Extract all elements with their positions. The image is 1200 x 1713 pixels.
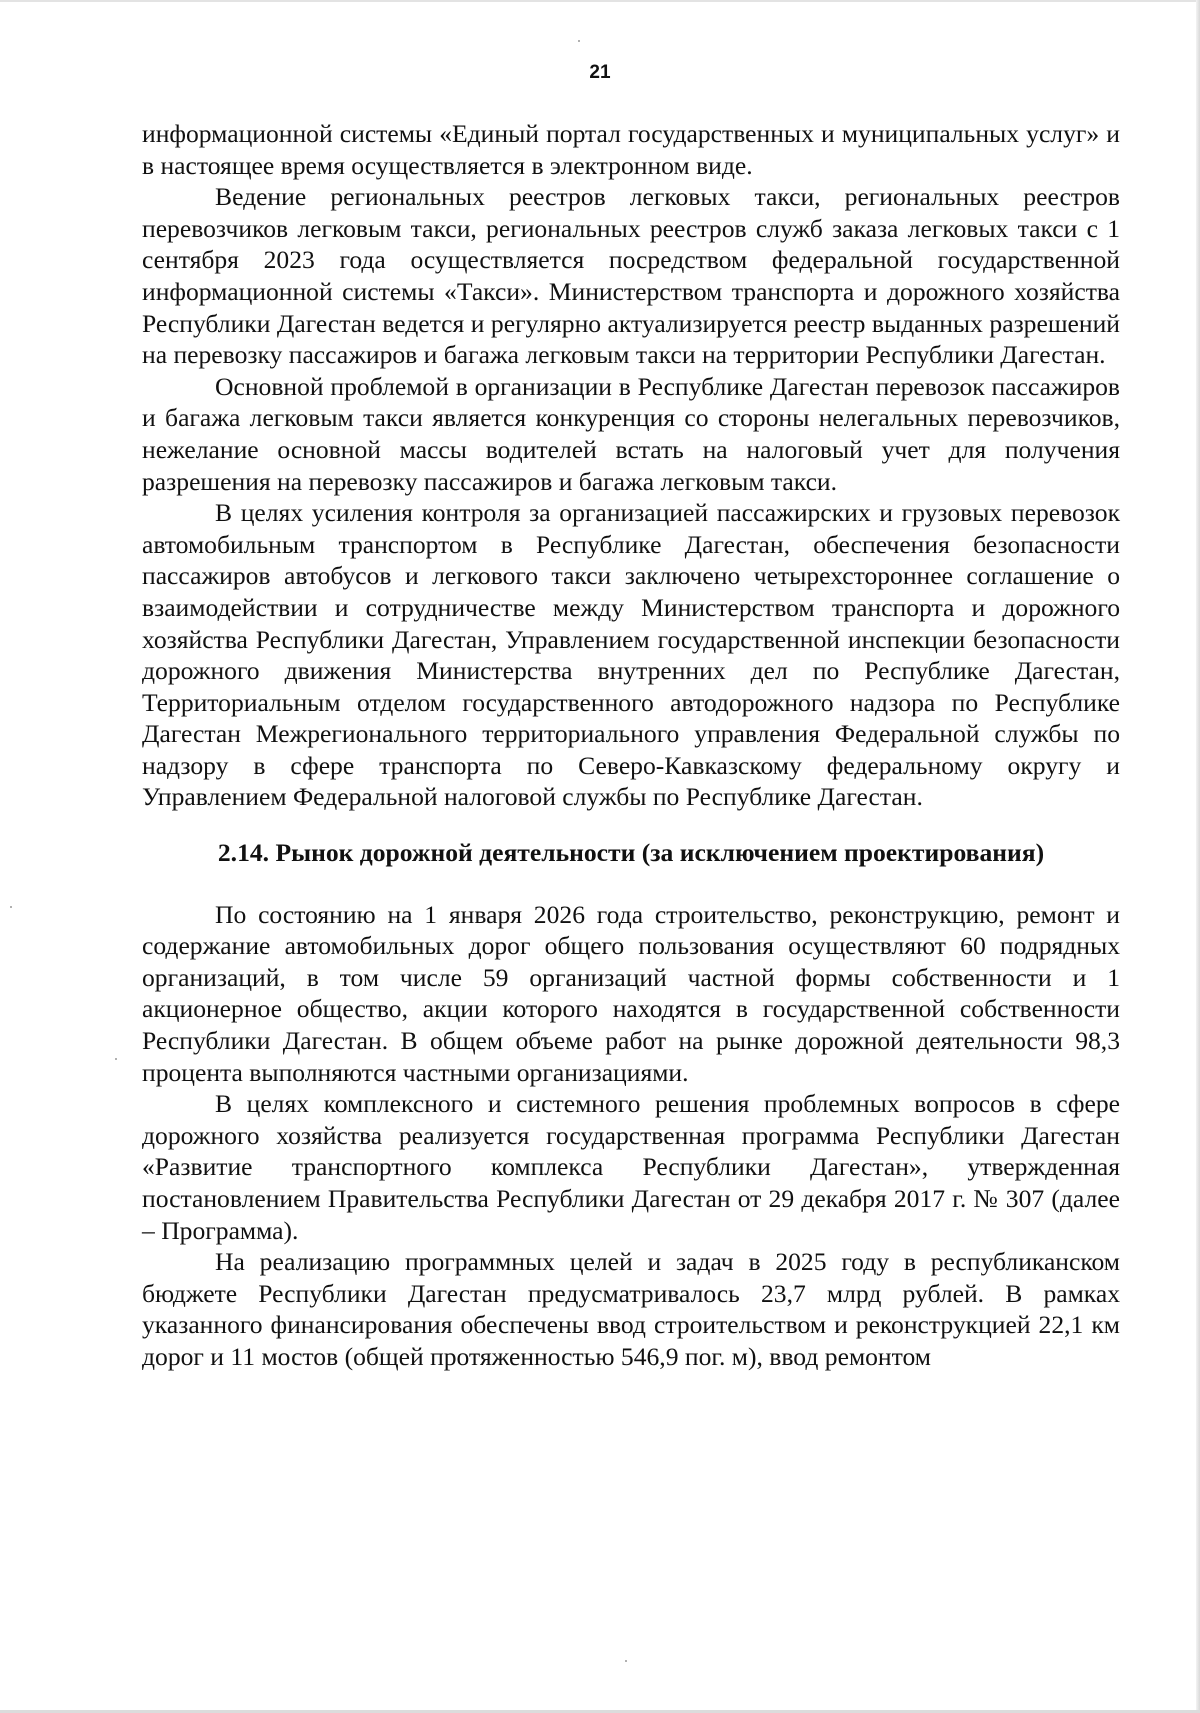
scan-speck	[115, 1058, 117, 1060]
paragraph: Ведение региональных реестров легковых такси, региональных реестров перевозчиков легковым такси, региональных реестров служб заказа легковых такси с 1 сентября 2023 года осуществляется посредством федеральной государственной информационной системы «Такси». Министерством транспорта и дорожного хозяйства Республики Дагестан ведется и регулярно актуализируется реестр выданных разрешений на перевозку пассажиров и багажа легковым такси на территории Республики Дагестан.	[142, 182, 1120, 370]
paragraph: По состоянию на 1 января 2026 года строительство, реконструкцию, ремонт и содержание автомобильных дорог общего пользования осуществляют 60 подрядных организаций, в том числе 59 организаций частной формы собственности и 1 акционерное общество, акции которого находятся в государственной собственности Республики Дагестан. В общем объеме работ на рынке дорожной деятельности 98,3 процента выполняются частными организациями.	[142, 899, 1120, 1087]
scan-speck	[578, 40, 580, 42]
page-number: 21	[589, 62, 611, 83]
scan-speck	[625, 1660, 627, 1662]
section-heading: 2.14. Рынок дорожной деятельности (за исключением проектирования)	[217, 838, 1045, 868]
paragraph: На реализацию программных целей и задач в 2025 году в республиканском бюджете Республики Дагестан предусматривалось 23,7 млрд рублей. В рамках указанного финансирования обеспечены ввод строительством и реконструкцией 22,1 км дорог и 11 мостов (общей протяженностью 546,9 пог. м), ввод ремонтом	[142, 1247, 1120, 1371]
body-text	[142, 118, 1120, 1373]
paragraph: Основной проблемой в организации в Республике Дагестан перевозок пассажиров и багажа легковым такси является конкуренция со стороны нелегальных перевозчиков, нежелание основной массы водителей встать на налоговый учет для получения разрешения на перевозку пассажиров и багажа легковым такси.	[142, 371, 1120, 496]
scan-edge-right	[1196, 0, 1200, 1713]
paragraph: В целях усиления контроля за организацией пассажирских и грузовых перевозок автомобильным транспортом в Республике Дагестан, обеспечения безопасности пассажиров автобусов и легкового такси заключено четырехстороннее соглашение о взаимодействии и сотрудничестве между Министерством транспорта и дорожного хозяйства Республики Дагестан, Управлением государственной инспекции безопасности дорожного движения Министерства внутренних дел по Республике Дагестан, Территориальным отделом государственного автодорожного надзора по Республике Дагестан Межрегионального территориального управления Федеральной службы по надзору в сфере транспорта по Северо-Кавказскому федеральному округу и Управлением Федеральной налоговой службы по Республике Дагестан.	[142, 498, 1120, 812]
scan-edge-top	[0, 0, 1200, 2]
scan-speck	[10, 906, 12, 908]
paragraph-continuation: информационной системы «Единый портал государственных и муниципальных услуг» и в настоящее время осуществляется в электронном виде.	[142, 119, 1120, 180]
paragraph: В целях комплексного и системного решения проблемных вопросов в сфере дорожного хозяйства реализуется государственная программа Республики Дагестан «Развитие транспортного комплекса Республики Дагестан», утвержденная постановлением Правительства Республики Дагестан от 29 декабря 2017 г. № 307 (далее – Программа).	[142, 1089, 1120, 1245]
